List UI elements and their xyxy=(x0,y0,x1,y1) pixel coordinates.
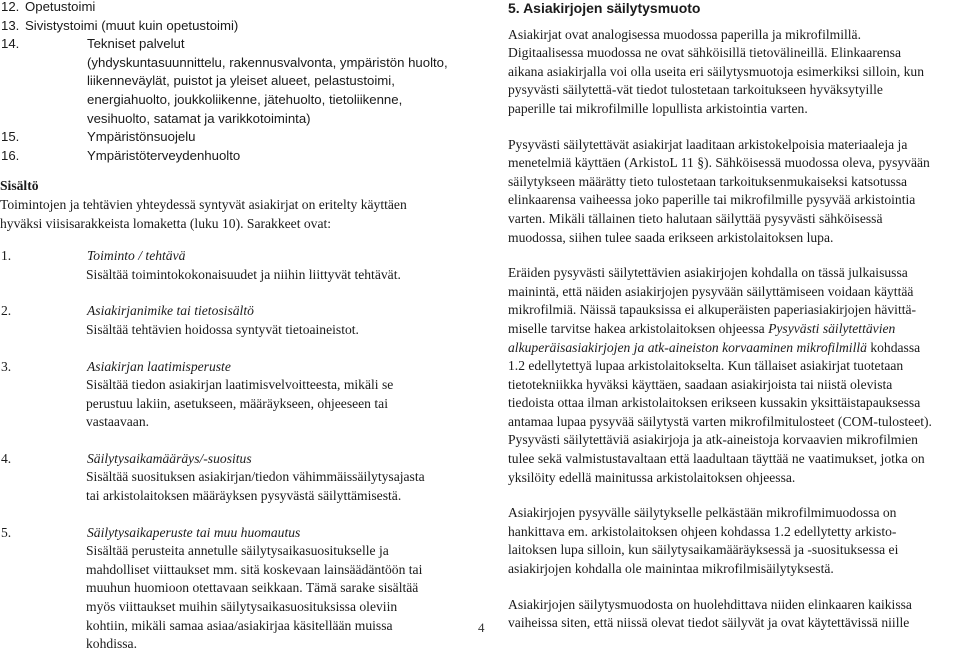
paragraph xyxy=(508,264,958,487)
field-item xyxy=(0,302,470,339)
field-desc-line: Sisältää tehtävien hoidossa syntyvät tietoaineistot. xyxy=(86,321,359,337)
list-item xyxy=(0,17,470,36)
paragraph-line xyxy=(508,339,958,358)
list-item-number: 15. xyxy=(1,129,20,145)
list-item xyxy=(0,35,470,54)
paragraph-line: vaiheissa siten, että niissä olevat tiedot säilyvät ja ovat käytettävissä niille xyxy=(508,615,910,631)
field-desc-line: muuhun huomioon otettavaan seikkaan. Tämä sarake sisältää xyxy=(86,580,419,596)
paragraph-line: antamaa lupaa pysyvää säilytystä varten mikrofilmitulosteet (COM-tulosteet). xyxy=(508,413,932,429)
list-item-number: 14. xyxy=(1,36,20,52)
field-item xyxy=(0,450,470,506)
paragraph-line: Asiakirjojen säilytysmuodosta on huolehdittava niiden elinkaaren kaikissa xyxy=(508,596,912,612)
paragraph-line: Eräiden pysyvästi säilytettävien asiakirjojen kohdalla on tässä julkaisussa xyxy=(508,265,908,281)
list-spacer xyxy=(0,91,25,110)
paragraph-line: Pysyvästi säilytettävät asiakirjat laaditaan arkistokelpoisia materiaaleja ja xyxy=(508,136,908,152)
paragraph xyxy=(508,136,958,248)
list-item-text: Sivistystoimi (muut kuin opetustoimi) xyxy=(25,17,239,33)
section-title: Asiakirjojen säilytysmuoto xyxy=(523,0,701,16)
right-column xyxy=(508,0,958,633)
paragraph xyxy=(508,504,958,578)
list-item-continuation xyxy=(0,110,470,129)
list-item-text: Opetustoimi xyxy=(25,0,96,14)
paragraph-line: yksilöity edellä mainitussa arkistolaitoksen ohjeessa. xyxy=(508,469,796,485)
paragraph-line: varten. Mikäli tällainen tieto halutaan säilyttää pysyvästi sähköisessä xyxy=(508,210,883,226)
guideline-title-italic: Pysyvästi säilytettävien xyxy=(768,320,896,336)
field-desc-line: Sisältää suosituksen asiakirjan/tiedon vähimmäissäilytysajasta xyxy=(86,469,425,485)
paragraph-line: aikana asiakirjalla voi olla useita eri säilytysmuotoja esimerkiksi silloin, kun xyxy=(508,63,925,79)
paragraph-line: säilytykseen määrätty tieto tulostetaan tarkoituksenmukaiseksi katsotussa xyxy=(508,173,908,189)
field-title: Toiminto / tehtävä xyxy=(87,248,186,264)
contents-text-line: hyväksi viisisarakkeista lomaketta (luku 10). Sarakkeet ovat: xyxy=(0,215,332,231)
list-item-text: Ympäristönsuojelu xyxy=(87,129,196,145)
list-item-continuation xyxy=(0,72,470,91)
contents-heading: Sisältö xyxy=(0,178,39,194)
paragraph-line: Pysyvästi säilytettäviä asiakirjoja ja atk-aineistoja korvaavien mikrofilmien xyxy=(508,432,918,448)
field-title: Säilytysaikamääräys/-suositus xyxy=(87,450,252,466)
field-desc-line: myös viittaukset muihin säilytysaikasuosituksissa oleviin xyxy=(86,599,398,615)
contents-section xyxy=(0,177,470,233)
field-desc-line: Sisältää toimintokokonaisuudet ja niihin liittyvät tehtävät. xyxy=(86,266,401,282)
paragraph-line: Asiakirjat ovat analogisessa muodossa paperilla ja mikrofilmillä. xyxy=(508,26,861,42)
paragraph-line: tietotekniikka hyväksi käyttäen, saadaan asiakirjoista tai niistä olevista xyxy=(508,376,893,392)
guideline-title-italic: alkuperäisasiakirjojen ja atk-aineiston korvaaminen mikrofilmillä xyxy=(508,339,867,355)
numbered-list xyxy=(0,0,470,165)
field-number: 2. xyxy=(1,303,12,319)
field-desc-line: tai arkistolaitoksen määräyksen pysyvästä säilyttämisestä. xyxy=(86,488,402,504)
paragraph-line: pysyvästi säilytettä-vät tiedot tulostetaan tarkoitukseen hyväksytyille xyxy=(508,82,883,98)
paragraph-line: elinkaarensa vaiheessa joko paperille tai mikrofilmille pysyvää arkistointia xyxy=(508,192,916,208)
list-item-number: 12. xyxy=(1,0,20,14)
paragraph-line xyxy=(508,320,958,339)
field-number: 4. xyxy=(1,450,12,466)
list-spacer xyxy=(0,72,25,91)
paragraph-text: miselle tarvitse hakea arkistolaitoksen ohjeessa xyxy=(508,320,769,336)
paragraph-line: tulee sekä valmistustavaltaan että laadultaan täyttää ne vaatimukset, jotka on xyxy=(508,451,925,467)
section-heading xyxy=(508,0,958,18)
paragraph-line: Asiakirjojen pysyvälle säilytykselle pelkästään mikrofilmimuodossa on xyxy=(508,505,897,521)
field-item xyxy=(0,247,470,284)
paragraph-text: kohdassa xyxy=(866,339,921,355)
list-item xyxy=(0,0,470,17)
paragraph-line: mikrofilmiä. Näissä tapauksissa ei alkuperäisten paperiasiakirjojen hävittä- xyxy=(508,302,917,318)
field-desc-line: Sisältää tiedon asiakirjan laatimisvelvoitteesta, mikäli se xyxy=(86,377,394,393)
field-title: Asiakirjanimike tai tietosisältö xyxy=(87,303,254,319)
paragraph-line: mainintä, että näiden asiakirjojen pysyvään säilyttämiseen voidaan käyttää xyxy=(508,283,914,299)
field-number: 3. xyxy=(1,358,12,374)
field-desc-line: perustuu lakiin, asetukseen, määräykseen, ohjeeseen tai xyxy=(86,395,388,411)
list-item xyxy=(0,128,470,147)
field-desc-line: vastaavaan. xyxy=(86,414,150,430)
field-number: 1. xyxy=(1,248,12,264)
paragraph-line: asiakirjojen kohdalla ole mainintaa mikrofilmisäilytyksestä. xyxy=(508,561,834,577)
field-item xyxy=(0,524,470,654)
list-item-text: Tekniset palvelut xyxy=(87,36,185,52)
contents-text-line: Toimintojen ja tehtävien yhteydessä syntyvät asiakirjat on eritelty käyttäen xyxy=(0,196,407,212)
field-desc-line: kohtiin, mikäli samaa asiaa/asiakirjaa käsitellään muissa xyxy=(86,617,393,633)
list-item-continuation xyxy=(0,54,470,73)
field-title: Säilytysaikaperuste tai muu huomautus xyxy=(87,524,301,540)
paragraph-line: 1.2 edellytettyä lupaa arkistolaitokselta. Kun tällaiset asiakirjat tuotetaan xyxy=(508,358,904,374)
list-spacer xyxy=(0,110,25,129)
fields-list xyxy=(0,247,470,654)
paragraph-line: laitoksen lupa silloin, kun säilytysaikamääräyksessä ja -suosituksessa ei xyxy=(508,542,899,558)
left-column xyxy=(0,0,470,654)
paragraph-line: muodossa, siihen tulee saada erikseen arkistolaitoksen lupa. xyxy=(508,229,834,245)
list-item-number: 13. xyxy=(1,17,20,33)
list-spacer xyxy=(0,54,25,73)
paragraph-line: Digitaalisessa muodossa ne ovat sähköisillä tietovälineillä. Elinkaarensa xyxy=(508,45,901,61)
list-item-text: Ympäristöterveydenhuolto xyxy=(87,147,241,163)
list-item-number: 16. xyxy=(1,147,20,163)
paragraph xyxy=(508,26,958,119)
paragraph-line: hankittava em. arkistolaitoksen ohjeen kohdassa 1.2 edellytetty arkisto- xyxy=(508,523,897,539)
paragraph xyxy=(508,596,958,633)
section-number: 5. xyxy=(508,0,520,16)
field-number: 5. xyxy=(1,524,12,540)
field-desc-line: kohdissa. xyxy=(86,636,137,652)
list-item xyxy=(0,147,470,166)
list-item-text: vesihuolto, satamat ja varikkotoiminta) xyxy=(87,110,311,126)
field-desc-line: mahdolliset viittaukset mm. sitä koskevaan lainsäädäntöön tai xyxy=(86,561,423,577)
list-item-continuation xyxy=(0,91,470,110)
paragraph-line: paperille tai mikrofilmille lopullista arkistointia varten. xyxy=(508,100,808,116)
paragraph-line: tiedoista ottaa ilman arkistolaitoksen erikseen kussakin yksittäistapauksessa xyxy=(508,395,921,411)
list-item-text: liikenneväylät, puistot ja yleiset alueet, pelastustoimi, xyxy=(87,73,395,89)
paragraph-line: menetelmiä käyttäen (ArkistoL 11 §). Sähköisessä muodossa oleva, pysyvään xyxy=(508,155,930,171)
page-number: 4 xyxy=(478,620,485,635)
field-item xyxy=(0,358,470,432)
list-item-text: energiahuolto, joukkoliikenne, jätehuolto, tietoliikenne, xyxy=(87,91,403,107)
list-item-text: (yhdyskuntasuunnittelu, rakennusvalvonta, ympäristön huolto, xyxy=(87,54,448,70)
field-title: Asiakirjan laatimisperuste xyxy=(87,358,231,374)
field-desc-line: Sisältää perusteita annetulle säilytysaikasuositukselle ja xyxy=(86,543,389,559)
